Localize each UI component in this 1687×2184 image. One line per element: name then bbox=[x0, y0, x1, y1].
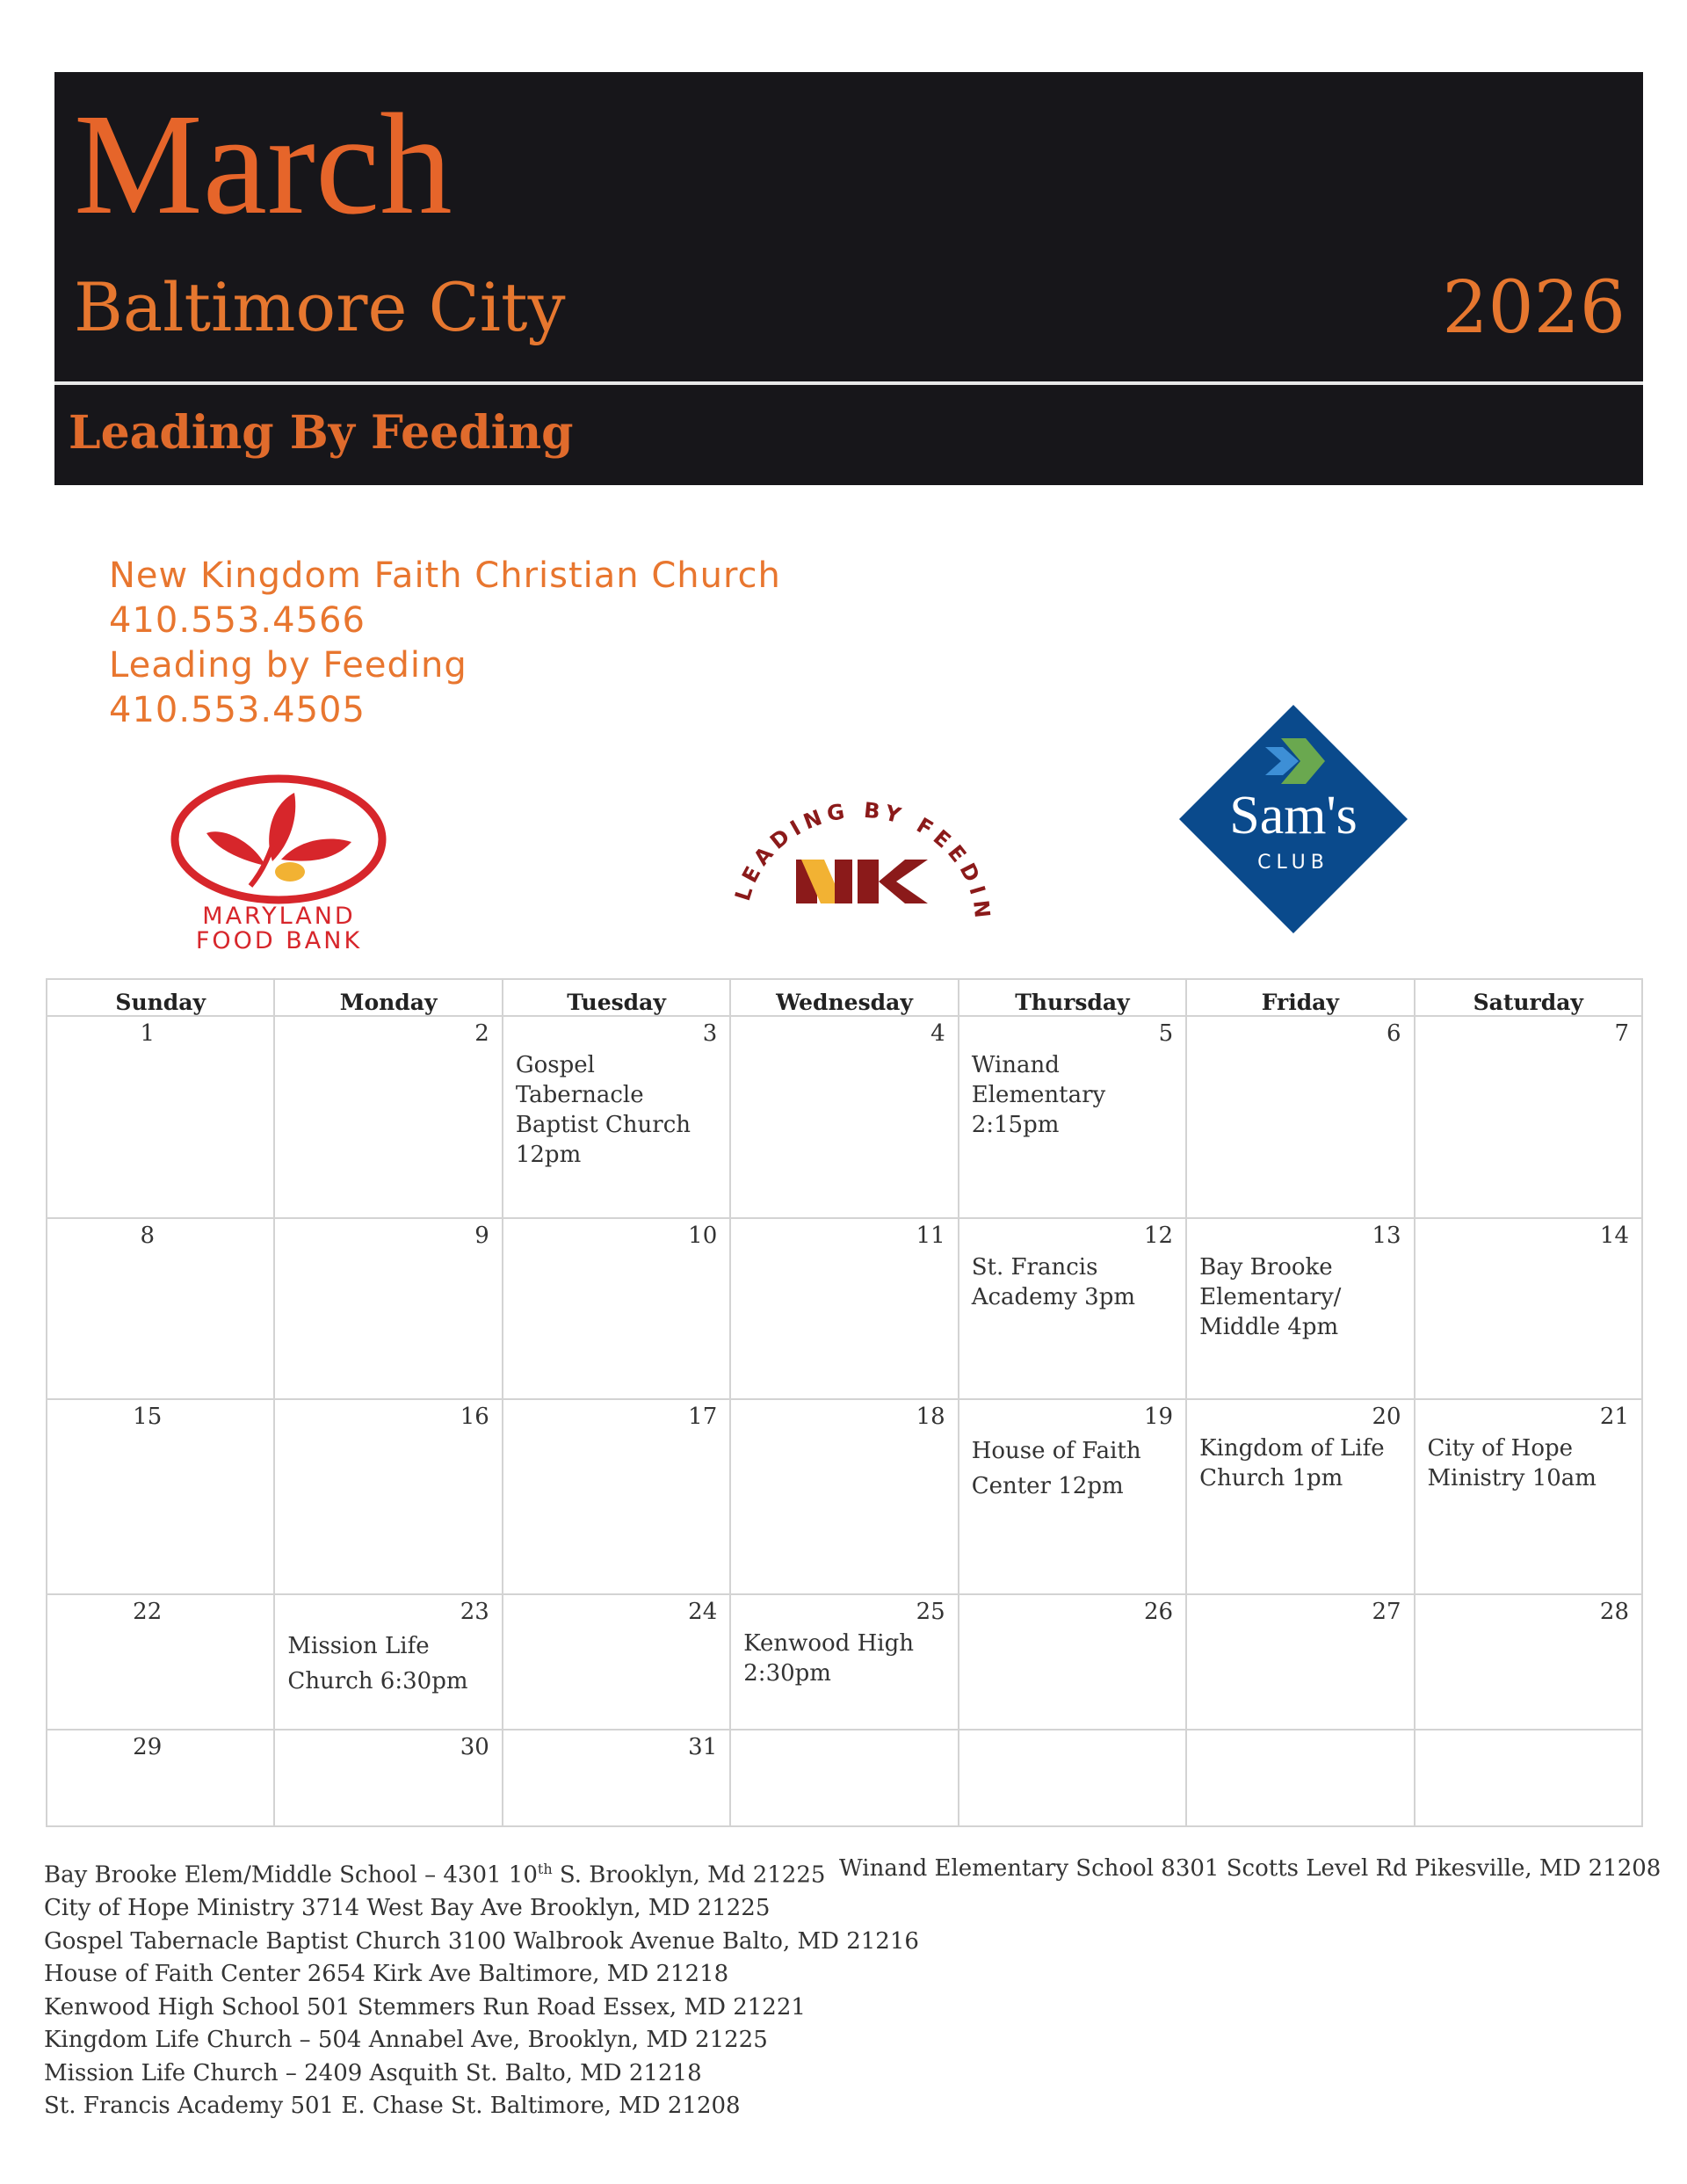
day-cell bbox=[47, 1399, 274, 1594]
day-event: Winand Elementary 2:15pm bbox=[971, 1052, 1106, 1138]
year-title: 2026 bbox=[1442, 266, 1625, 350]
address-item: Mission Life Church – 2409 Asquith St. Balto, MD 21218 bbox=[44, 2059, 702, 2086]
day-number: 13 bbox=[1372, 1223, 1401, 1249]
svg-text:CLUB: CLUB bbox=[1257, 852, 1329, 874]
day-number: 8 bbox=[140, 1223, 155, 1249]
week-row bbox=[47, 1399, 1642, 1594]
address-list bbox=[44, 1853, 919, 2123]
weekday-sunday: Sunday bbox=[47, 979, 274, 1016]
day-cell bbox=[503, 1016, 730, 1218]
food-bank-line2: FOOD BANK bbox=[195, 927, 363, 954]
day-event: Gospel Tabernacle Baptist Church 12pm bbox=[515, 1052, 691, 1168]
day-number: 22 bbox=[133, 1599, 163, 1625]
weekday-thursday: Thursday bbox=[959, 979, 1186, 1016]
day-number: 31 bbox=[688, 1734, 718, 1760]
weekday-friday: Friday bbox=[1186, 979, 1414, 1016]
day-cell bbox=[1186, 1730, 1414, 1826]
header-banner bbox=[54, 72, 1643, 485]
day-cell bbox=[1186, 1218, 1414, 1399]
day-cell bbox=[47, 1218, 274, 1399]
day-number: 1 bbox=[140, 1020, 155, 1047]
nk-emblem-icon bbox=[720, 791, 1002, 932]
day-cell bbox=[730, 1218, 958, 1399]
day-cell bbox=[274, 1399, 502, 1594]
day-number: 25 bbox=[916, 1599, 945, 1625]
day-number: 19 bbox=[1144, 1404, 1174, 1430]
day-number bbox=[743, 1731, 945, 1734]
day-cell bbox=[503, 1594, 730, 1730]
day-number: 6 bbox=[1386, 1020, 1401, 1047]
address-item: St. Francis Academy 501 E. Chase St. Baltimore, MD 21208 bbox=[44, 2093, 741, 2120]
sams-club-logo bbox=[1177, 703, 1410, 936]
day-cell bbox=[47, 1016, 274, 1218]
day-event: City of Hope Ministry 10am bbox=[1427, 1435, 1596, 1491]
day-number: 3 bbox=[702, 1020, 718, 1047]
day-number: 29 bbox=[133, 1734, 163, 1760]
food-bank-line1: MARYLAND bbox=[202, 903, 356, 930]
day-cell bbox=[503, 1399, 730, 1594]
day-cell bbox=[730, 1399, 958, 1594]
day-cell bbox=[274, 1218, 502, 1399]
svg-text:Sam's: Sam's bbox=[1229, 786, 1358, 845]
day-number: 4 bbox=[930, 1020, 945, 1047]
day-number: 15 bbox=[133, 1404, 163, 1430]
weekday-saturday: Saturday bbox=[1415, 979, 1642, 1016]
day-number: 28 bbox=[1599, 1599, 1629, 1625]
day-cell bbox=[730, 1730, 958, 1826]
day-cell bbox=[503, 1730, 730, 1826]
day-number: 5 bbox=[1158, 1020, 1174, 1047]
day-number: 16 bbox=[460, 1404, 489, 1430]
day-cell bbox=[1415, 1016, 1642, 1218]
calendar-grid bbox=[46, 978, 1643, 1827]
day-event: Bay Brooke Elementary/ Middle 4pm bbox=[1199, 1254, 1342, 1340]
program-phone: 410.553.4505 bbox=[109, 690, 366, 730]
day-cell bbox=[274, 1594, 502, 1730]
day-event: Kenwood High 2:30pm bbox=[743, 1630, 914, 1687]
day-cell bbox=[730, 1016, 958, 1218]
day-number: 7 bbox=[1614, 1020, 1629, 1047]
day-cell bbox=[47, 1594, 274, 1730]
weekday-monday: Monday bbox=[274, 979, 502, 1016]
day-number: 23 bbox=[460, 1599, 489, 1625]
weekday-header-row bbox=[47, 979, 1642, 1016]
svg-text:LEADING BY FEEDING: LEADING BY FEEDIN bbox=[730, 797, 996, 925]
address-item: Kingdom Life Church – 504 Annabel Ave, Brooklyn, MD 21225 bbox=[44, 2027, 768, 2054]
day-number: 12 bbox=[1144, 1223, 1174, 1249]
day-cell bbox=[274, 1016, 502, 1218]
sams-club-diamond-icon bbox=[1177, 703, 1410, 936]
day-cell bbox=[959, 1594, 1186, 1730]
day-cell bbox=[503, 1218, 730, 1399]
week-row bbox=[47, 1594, 1642, 1730]
day-number bbox=[972, 1731, 1173, 1734]
weekday-wednesday: Wednesday bbox=[730, 979, 958, 1016]
address-item: Kenwood High School 501 Stemmers Run Road Essex, MD 21221 bbox=[44, 1993, 806, 2021]
day-cell bbox=[959, 1016, 1186, 1218]
weekday-tuesday: Tuesday bbox=[503, 979, 730, 1016]
maryland-food-bank-logo bbox=[167, 773, 391, 954]
church-name: New Kingdom Faith Christian Church bbox=[109, 555, 781, 596]
day-number: 24 bbox=[688, 1599, 718, 1625]
day-event: St. Francis Academy 3pm bbox=[971, 1254, 1136, 1310]
program-name: Leading by Feeding bbox=[109, 645, 467, 686]
city-title: Baltimore City bbox=[74, 268, 566, 346]
tagline: Leading By Feeding bbox=[69, 406, 574, 460]
day-number bbox=[1199, 1731, 1401, 1734]
leading-by-feeding-logo bbox=[720, 791, 1002, 932]
address-winand: Winand Elementary School 8301 Scotts Level Rd Pikesville, MD 21208 bbox=[839, 1855, 1662, 1882]
day-cell bbox=[1415, 1730, 1642, 1826]
food-bank-emblem-icon bbox=[167, 773, 391, 905]
day-number: 17 bbox=[688, 1404, 718, 1430]
week-row bbox=[47, 1016, 1642, 1218]
address-bay-brooke: Bay Brooke Elem/Middle School – 4301 10th S. Brooklyn, Md 21225 bbox=[44, 1861, 826, 1889]
day-cell bbox=[1186, 1016, 1414, 1218]
church-phone: 410.553.4566 bbox=[109, 600, 366, 641]
day-number: 26 bbox=[1144, 1599, 1174, 1625]
day-cell bbox=[274, 1730, 502, 1826]
month-title: March bbox=[74, 83, 453, 244]
day-number: 21 bbox=[1599, 1404, 1629, 1430]
day-cell bbox=[1186, 1594, 1414, 1730]
day-number: 27 bbox=[1372, 1599, 1401, 1625]
contact-block bbox=[109, 554, 781, 733]
day-event: House of Faith Center 12pm bbox=[971, 1438, 1141, 1499]
day-cell bbox=[47, 1730, 274, 1826]
day-cell bbox=[959, 1730, 1186, 1826]
address-item: House of Faith Center 2654 Kirk Ave Baltimore, MD 21218 bbox=[44, 1961, 729, 1988]
day-number: 30 bbox=[460, 1734, 489, 1760]
day-cell bbox=[1415, 1218, 1642, 1399]
banner-divider bbox=[54, 381, 1643, 385]
day-event: Kingdom of Life Church 1pm bbox=[1199, 1435, 1385, 1491]
day-cell bbox=[959, 1399, 1186, 1594]
day-number: 14 bbox=[1599, 1223, 1629, 1249]
day-number: 9 bbox=[474, 1223, 489, 1249]
address-item: City of Hope Ministry 3714 West Bay Ave Brooklyn, MD 21225 bbox=[44, 1895, 771, 1922]
day-number bbox=[1428, 1731, 1629, 1734]
day-number: 11 bbox=[916, 1223, 945, 1249]
day-number: 2 bbox=[474, 1020, 489, 1047]
day-cell bbox=[1415, 1399, 1642, 1594]
day-cell bbox=[730, 1594, 958, 1730]
day-cell bbox=[1415, 1594, 1642, 1730]
day-number: 18 bbox=[916, 1404, 945, 1430]
day-event: Mission Life Church 6:30pm bbox=[287, 1633, 468, 1694]
day-number: 10 bbox=[688, 1223, 718, 1249]
week-row bbox=[47, 1730, 1642, 1826]
day-cell bbox=[1186, 1399, 1414, 1594]
day-number: 20 bbox=[1372, 1404, 1401, 1430]
week-row bbox=[47, 1218, 1642, 1399]
address-item: Gospel Tabernacle Baptist Church 3100 Walbrook Avenue Balto, MD 21216 bbox=[44, 1927, 919, 1955]
day-cell bbox=[959, 1218, 1186, 1399]
